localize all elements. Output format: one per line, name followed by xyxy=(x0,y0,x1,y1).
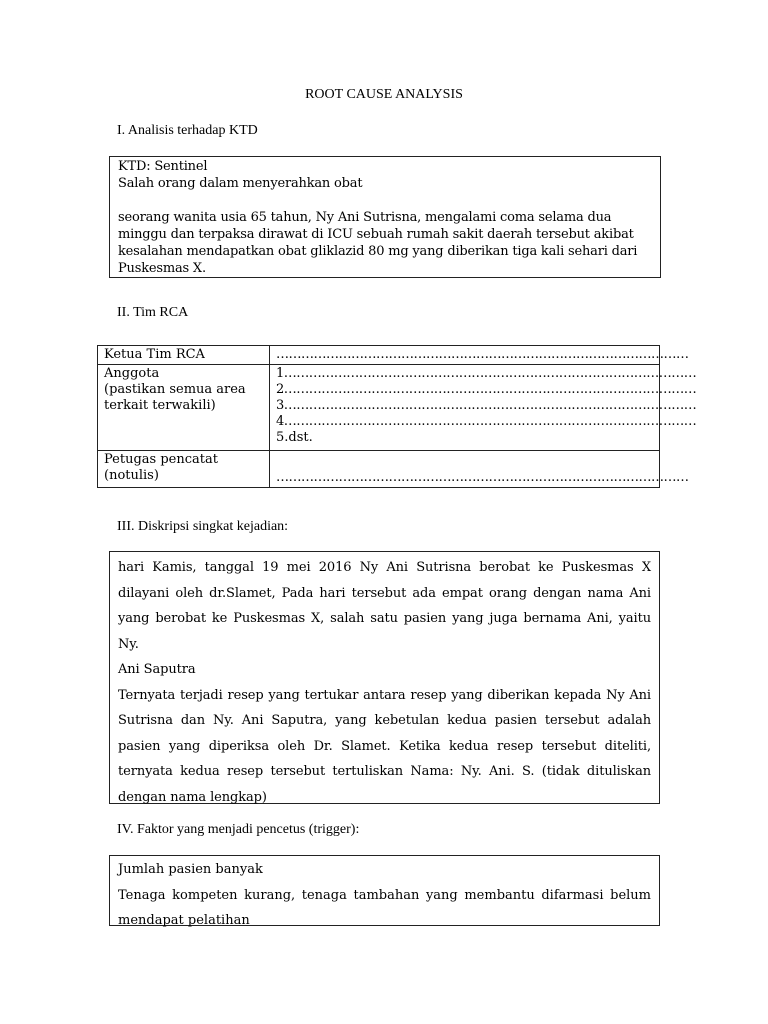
petugas-note: (notulis) xyxy=(104,468,159,483)
anggota-item: 1……………………………………………………………………………………… xyxy=(276,366,697,381)
ketua-value: ……………………………………………………………………………………… xyxy=(270,346,660,365)
description-box xyxy=(109,551,660,804)
anggota-note: terkait terwakili) xyxy=(104,398,216,413)
section-4-heading: IV. Faktor yang menjadi pencetus (trigger): xyxy=(117,822,360,837)
petugas-value-cell xyxy=(270,451,689,488)
ktd-label: KTD: Sentinel xyxy=(118,159,208,174)
page-title: ROOT CAUSE ANALYSIS xyxy=(305,87,463,102)
section-3-heading: III. Diskripsi singkat kejadian: xyxy=(117,519,289,534)
petugas-value: ……………………………………………………………………………………… xyxy=(276,470,689,485)
ketua-label: Ketua Tim RCA xyxy=(98,346,270,365)
anggota-item: 2……………………………………………………………………………………… xyxy=(276,382,697,397)
anggota-item: 4……………………………………………………………………………………… xyxy=(276,414,697,429)
anggota-note: (pastikan semua area xyxy=(104,382,246,397)
description-line: dilayani oleh dr.Slamet, Pada hari tersebut ada empat orang dengan nama Ani xyxy=(118,585,651,601)
description-line: pasien yang diperiksa oleh Dr. Slamet. Ketika kedua resep tersebut diteliti, xyxy=(118,738,651,754)
trigger-line: Tenaga kompeten kurang, tenaga tambahan yang membantu difarmasi belum xyxy=(118,887,651,903)
ktd-subtitle: Salah orang dalam menyerahkan obat xyxy=(118,176,363,191)
section-1-heading: I. Analisis terhadap KTD xyxy=(117,123,258,138)
anggota-item: 5.dst. xyxy=(276,430,313,445)
anggota-label: Anggota xyxy=(104,366,160,381)
description-line: Sutrisna dan Ny. Ani Saputra, yang kebetulan kedua pasien tersebut adalah xyxy=(118,713,651,728)
ktd-line: seorang wanita usia 65 tahun, Ny Ani Sutrisna, mengalami coma selama dua xyxy=(118,210,612,225)
description-line: dengan nama lengkap) xyxy=(118,789,267,805)
petugas-label: Petugas pencatat xyxy=(104,452,218,467)
anggota-items-cell xyxy=(270,365,697,451)
petugas-label-cell xyxy=(98,451,270,488)
ktd-line: minggu dan terpaksa dirawat di ICU sebuah rumah sakit daerah tersebut akibat xyxy=(118,227,634,242)
ktd-line: kesalahan mendapatkan obat gliklazid 80 mg yang diberikan tiga kali sehari dari xyxy=(118,244,638,259)
anggota-item: 3……………………………………………………………………………………… xyxy=(276,398,697,413)
trigger-box xyxy=(109,855,660,926)
description-line: ternyata kedua resep tersebut tertuliskan Nama: Ny. Ani. S. (tidak dituliskan xyxy=(118,764,651,779)
rca-team-table xyxy=(97,345,697,488)
description-line: yang berobat ke Puskesmas X, salah satu pasien yang juga bernama Ani, yaitu Ny. xyxy=(118,611,651,652)
ktd-line: Puskesmas X. xyxy=(118,261,206,276)
ktd-box xyxy=(109,156,661,278)
description-line: hari Kamis, tanggal 19 mei 2016 Ny Ani Sutrisna berobat ke Puskesmas X xyxy=(118,560,651,575)
description-line: Ternyata terjadi resep yang tertukar antara resep yang diberikan kepada Ny Ani xyxy=(118,687,651,703)
trigger-line: Jumlah pasien banyak xyxy=(118,862,263,877)
section-2-heading: II. Tim RCA xyxy=(117,305,189,320)
anggota-label-cell xyxy=(98,365,270,451)
trigger-line: mendapat pelatihan xyxy=(118,913,250,928)
description-line: Ani Saputra xyxy=(118,662,196,677)
